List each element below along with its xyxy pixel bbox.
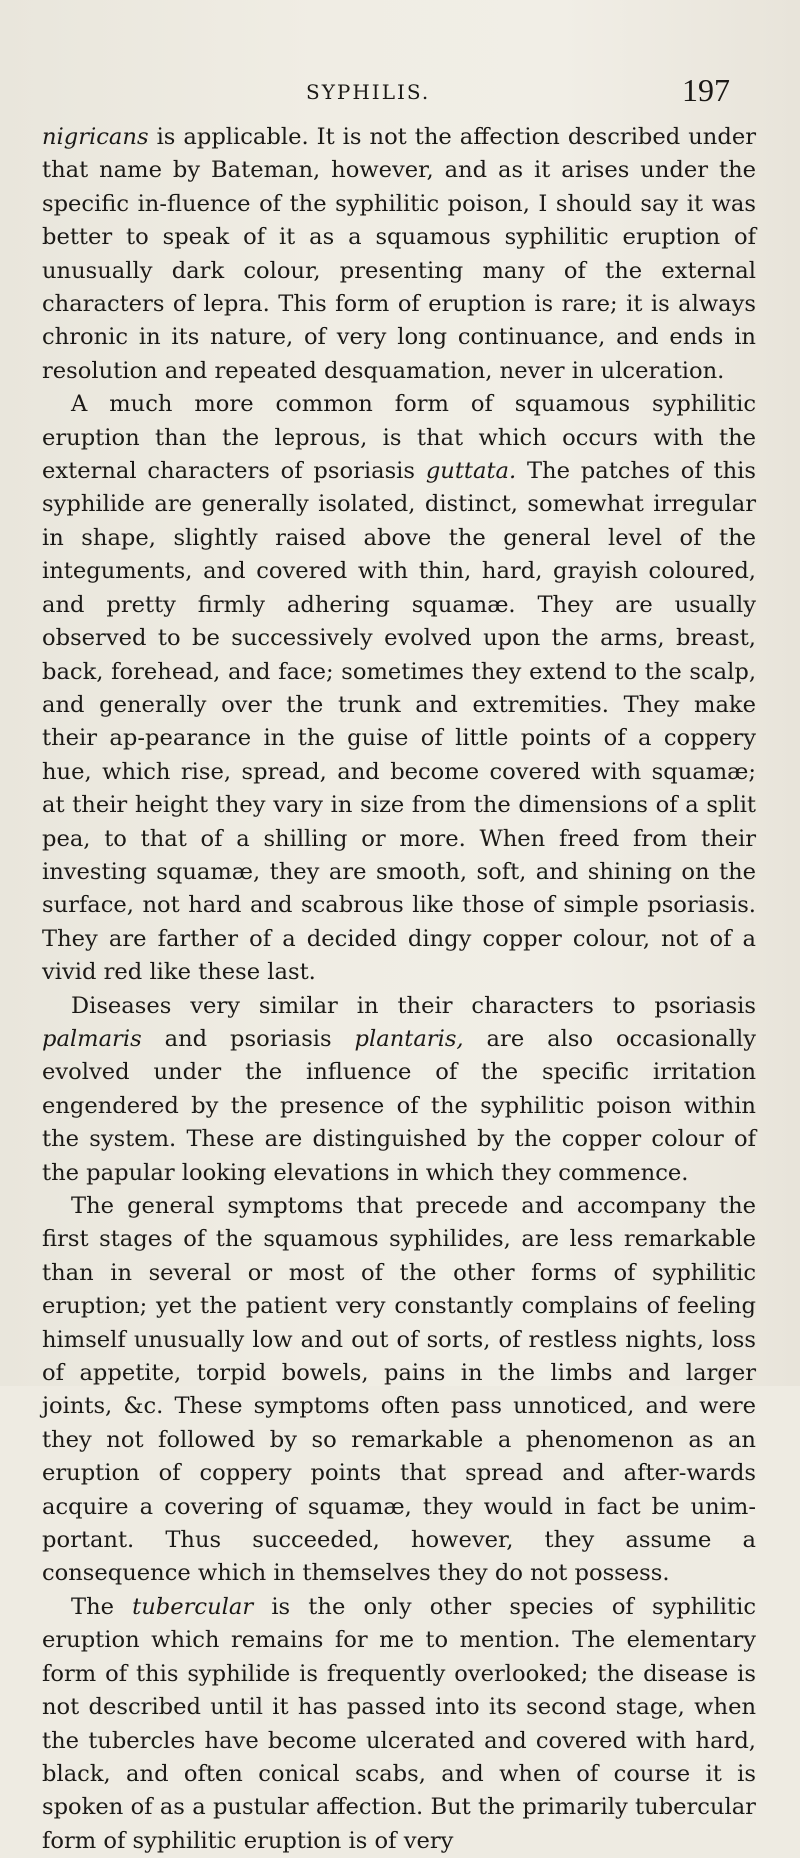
page-header [0, 72, 800, 112]
italic-term: guttata. [425, 458, 517, 485]
italic-term: nigricans [42, 124, 149, 150]
text-run: is the only other species of syphilitic eruption which remains for me to mention. The elementary form of this syphilide is frequently overlooked; the disease is not described until it has passed into its second stage, when the tubercles have become ulcerated and covered with hard, black, and often conical scabs, and when of course it is spoken of as a pustular affection. But the primarily tubercular form of syphilitic eruption is of very [42, 1593, 756, 1854]
text-run: The patches of this syphilide are generally isolated, distinct, somewhat irregular in shape, slightly raised above the general level of the integuments, and covered with thin, hard, grayish coloured, and pretty firmly adhering squamæ. They are usually observed to be successively evolved upon the arms, breast, back, forehead, and face; sometimes they extend to the scalp, and generally over the trunk and extremities. They make their ap-pearance in the guise of little points of a coppery hue, which rise, spread, and become covered with squamæ; at their height they vary in size from the dimensions of a split pea, to that of a shilling or more. When freed from their investing squamæ, they are smooth, soft, and shining on the surface, not hard and scabrous like those of simple psoriasis. They are farther of a decided dingy copper colour, not of a vivid red like these last. [42, 458, 756, 986]
text-run: The general symptoms that precede and accompany the first stages of the squamous syphilides, are less remarkable than in several or most of the other forms of syphilitic eruption; yet the patient very constantly complains of feeling himself unusually low and out of sorts, of restless nights, loss of appetite, torpid bowels, pains in the limbs and larger joints, &c. These symptoms often pass unnoticed, and were they not followed by so remarkable a phenomenon as an eruption of coppery points that spread and after-wards acquire a covering of squamæ, they would in fact be unim-portant. Thus succeeded, however, they assume a consequence which in themselves they do not possess. [42, 1193, 756, 1587]
text-run: Diseases very similar in their characters to psoriasis [71, 992, 756, 1019]
italic-term: palmaris [42, 1025, 142, 1052]
text-run: are also occasionally evolved under the influence of the specific irritation engendered by the presence of the syphilitic poison within the system. These are distinguished by the copper colour of the papular looking elevations in which they commence. [42, 1025, 756, 1186]
italic-term: plantaris, [354, 1025, 464, 1052]
text-run: and psoriasis [141, 1025, 355, 1052]
running-head: SYPHILIS. [306, 80, 431, 104]
text-run: A much more common form of squamous syphilitic eruption than the leprous, is that which occurs with the external characters of psoriasis [42, 391, 756, 485]
paragraph [42, 388, 756, 989]
text-run: The [71, 1593, 133, 1620]
page-number: 197 [682, 72, 730, 108]
body-text [42, 121, 756, 1858]
italic-term: tubercular [132, 1593, 254, 1620]
text-run: is applicable. It is not the affection described under that name by Bateman, however, and as it arises under the specific in-fluence of the syphilitic poison, I should say it was better to speak of it as a squamous syphilitic eruption of unusually dark colour, presenting many of the external characters of lepra. This form of eruption is rare; it is always chronic in its nature, of very long continuance, and ends in resolution and repeated desquamation, never in ulceration. [42, 124, 756, 384]
paragraph [42, 990, 756, 1190]
paragraph [42, 1591, 756, 1858]
paragraph [42, 1190, 756, 1591]
paragraph [42, 121, 756, 388]
